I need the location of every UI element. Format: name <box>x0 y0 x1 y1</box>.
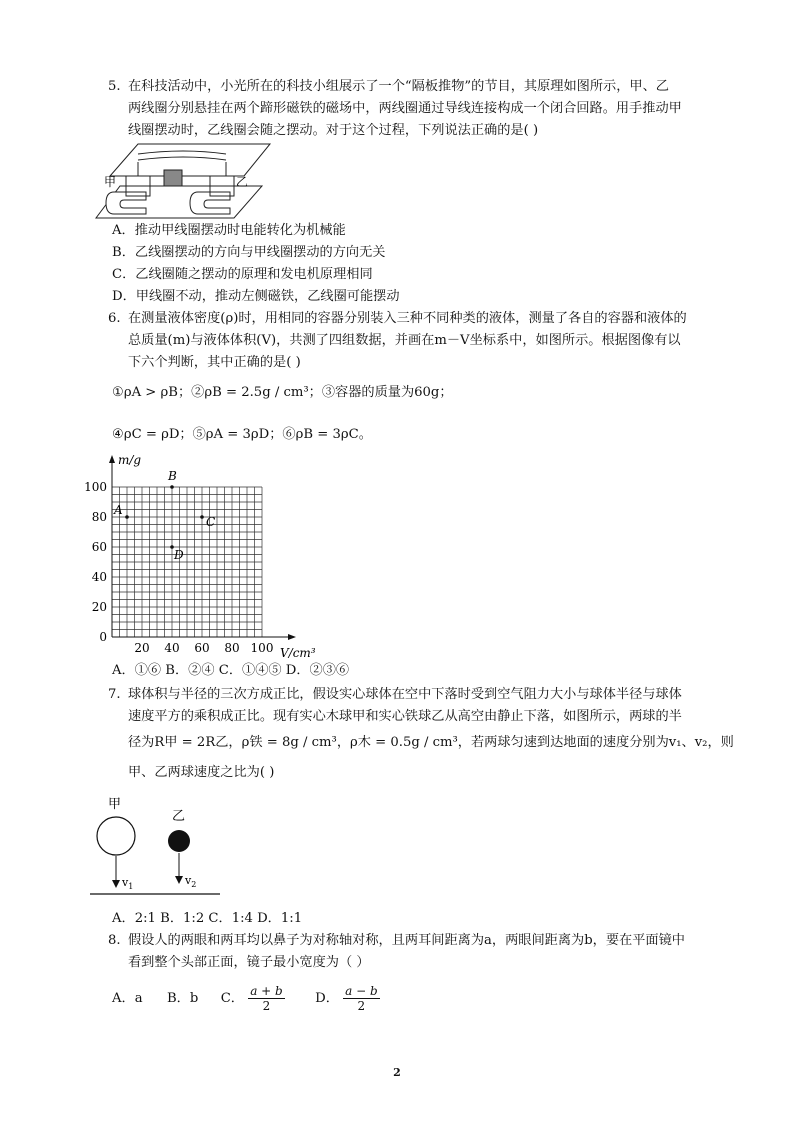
q7-balls-figure <box>88 792 228 898</box>
q5-option-a: A．推动甲线圈摆动时电能转化为机械能 <box>112 223 346 238</box>
v2-label: $v_2$ <box>185 874 197 889</box>
point-label-a: A <box>114 503 123 517</box>
q7-label-yi: 乙 <box>172 809 186 824</box>
q8-option-b: B．b <box>166 991 199 1006</box>
wood-ball-jia <box>97 817 135 855</box>
y-tick-label: 80 <box>91 510 107 524</box>
x-axis-label: V/cm³ <box>280 646 316 660</box>
y-tick-label: 20 <box>91 600 107 614</box>
q6-number: 6. <box>108 311 121 326</box>
q6-line-2: 总质量(m)与液体体积(V)，共测了四组数据，并画在m－V坐标系中，如图所示。根据图像有以 <box>128 333 681 348</box>
point-label-b: B <box>168 469 177 483</box>
q5-coil-magnet-figure <box>94 140 274 220</box>
q5-line-3: 线圈摆动时，乙线圈会随之摆动。对于这个过程，下列说法正确的是( ) <box>128 123 539 138</box>
page-number: 2 <box>393 1066 401 1079</box>
q8-line-1: 8. 假设人的两眼和两耳均以鼻子为对称轴对称，且两耳间距离为a，两眼间距离为b，要在平面镜中 <box>108 933 685 948</box>
x-tick-label: 80 <box>224 641 240 655</box>
q8-number: 8. <box>108 933 121 948</box>
q7-label-jia: 甲 <box>108 797 122 812</box>
q7-line-1: 7. 球体积与半径的三次方成正比，假设实心球体在空中下落时受到空气阻力大小与球体半径与球体 <box>108 687 682 702</box>
q6-line-3: 下六个判断，其中正确的是( ) <box>128 355 301 370</box>
point-label-d: D <box>174 548 184 562</box>
q5-line-2: 两线圈分别悬挂在两个蹄形磁铁的磁场中，两线圈通过导线连接构成一个闭合回路。用手推动甲 <box>128 101 682 116</box>
x-axis-arrow <box>288 634 296 640</box>
q8-line-2: 看到整个头部正面，镜子最小宽度为（ ） <box>128 955 370 970</box>
q6-judgments-2: ④ρC = ρD；⑤ρA = 3ρD；⑥ρB = 3ρC。 <box>112 427 372 442</box>
q7-line-4: 甲、乙两球速度之比为( ) <box>128 765 275 780</box>
data-point-b <box>170 485 174 489</box>
q6-options: A．①⑥ B．②④ C．①④⑤ D．②③⑥ <box>112 663 350 678</box>
q5-label-yi: 乙 <box>236 175 249 189</box>
y-tick-label: 60 <box>91 540 107 554</box>
mv-chart <box>80 452 316 662</box>
q5-option-b: B．乙线圈摆动的方向与甲线圈摆动的方向无关 <box>112 245 386 260</box>
y-axis-arrow <box>109 455 115 463</box>
point-label-c: C <box>206 515 216 529</box>
x-tick-label: 60 <box>194 641 210 655</box>
q7-options: A．2:1 B．1:2 C．1:4 D．1:1 <box>112 911 303 926</box>
q7-line-3: 径为R甲 = 2R乙，ρ铁 = 8g / cm³，ρ木 = 0.5g / cm³，若两球匀速到达地面的速度分别为v₁、v₂，则 <box>128 735 734 750</box>
q7-number: 7. <box>108 687 121 702</box>
q5-option-d: D．甲线圈不动，推动左侧磁铁，乙线圈可能摆动 <box>112 289 400 304</box>
data-point-c <box>200 515 204 519</box>
iron-ball-yi <box>168 830 190 852</box>
x-tick-label: 40 <box>164 641 180 655</box>
q8-options <box>112 984 380 1014</box>
q7-line-2: 速度平方的乘积成正比。现有实心木球甲和实心铁球乙从高空由静止下落，如图所示，两球的半 <box>128 709 682 724</box>
q8-option-d: D． <box>315 991 339 1006</box>
q6-line-1: 6. 在测量液体密度(ρ)时，用相同的容器分别装入三种不同种类的液体，测量了各自的容器和液体的 <box>108 311 687 326</box>
x-tick-label: 100 <box>250 641 274 655</box>
y-tick-label: 0 <box>99 630 107 644</box>
q5-label-jia: 甲 <box>104 175 117 189</box>
data-point-a <box>125 515 129 519</box>
q5-line-1: 5. 在科技活动中，小光所在的科技小组展示了一个“隔板推物”的节目，其原理如图所示，甲、乙 <box>108 79 669 94</box>
q5-number: 5. <box>108 79 121 94</box>
q6-judgments-1: ①ρA > ρB；②ρB = 2.5g / cm³；③容器的质量为60g； <box>112 385 453 400</box>
y-axis-label: m/g <box>118 453 142 467</box>
y-tick-label: 40 <box>91 570 107 584</box>
q8-option-a: A．a <box>112 991 143 1006</box>
q5-option-c: C．乙线圈随之摆动的原理和发电机原理相同 <box>112 267 373 282</box>
v1-label: $v_1$ <box>122 876 134 891</box>
q8-option-d-fraction: $\frac{a - b}{2}$ <box>345 984 378 1013</box>
q8-option-c-fraction: $\frac{a + b}{2}$ <box>250 984 283 1013</box>
x-tick-label: 20 <box>134 641 150 655</box>
q8-option-c: C． <box>220 991 244 1006</box>
y-tick-label: 100 <box>84 480 107 494</box>
